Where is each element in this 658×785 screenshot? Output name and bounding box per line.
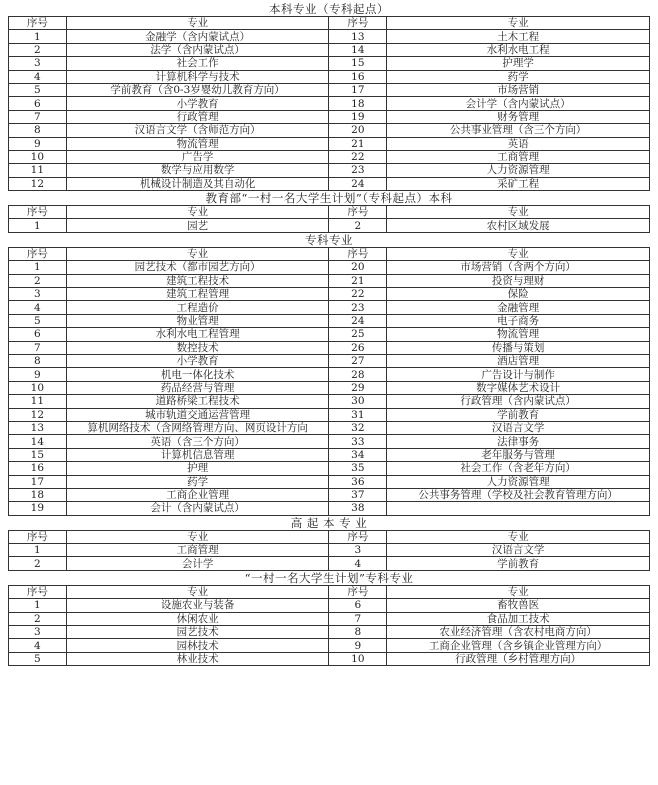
row-index: 4 [329, 557, 387, 570]
row-index: 9 [9, 137, 67, 150]
row-index: 3 [9, 626, 67, 639]
table-header-row [9, 247, 650, 260]
row-index: 34 [329, 448, 387, 461]
section-title: “一村一名大学生计划”专科专业 [244, 570, 414, 585]
table-row [9, 435, 650, 448]
row-index: 21 [329, 274, 387, 287]
major-name: 数字媒体艺术设计 [387, 381, 650, 394]
table-row [9, 110, 650, 123]
row-index: 23 [329, 301, 387, 314]
row-index: 2 [329, 219, 387, 232]
major-name: 园艺技术（都市园艺方向） [66, 261, 329, 274]
row-index: 3 [329, 544, 387, 557]
row-index: 20 [329, 124, 387, 137]
row-index: 1 [9, 261, 67, 274]
major-name: 法律事务 [387, 435, 650, 448]
row-index: 8 [9, 354, 67, 367]
row-index: 1 [9, 599, 67, 612]
major-name: 英语 [387, 137, 650, 150]
header-major: 专业 [66, 206, 329, 219]
major-name: 林业技术 [66, 652, 329, 665]
row-index: 10 [9, 381, 67, 394]
major-name: 财务管理 [387, 110, 650, 123]
major-table [8, 205, 650, 233]
row-index: 10 [329, 652, 387, 665]
major-table [8, 16, 650, 191]
row-index: 30 [329, 395, 387, 408]
header-major: 专业 [66, 585, 329, 598]
header-index: 序号 [9, 585, 67, 598]
major-name: 小学教育 [66, 354, 329, 367]
section-title: 本科专业（专科起点） [269, 2, 389, 16]
row-index: 21 [329, 137, 387, 150]
table-row [9, 177, 650, 190]
row-index: 20 [329, 261, 387, 274]
row-index: 5 [9, 652, 67, 665]
row-index: 14 [329, 43, 387, 56]
major-name: 行政管理（含内蒙试点） [387, 395, 650, 408]
row-index: 27 [329, 354, 387, 367]
row-index: 9 [329, 639, 387, 652]
major-name: 公共事业管理（含三个方向） [387, 124, 650, 137]
row-index: 22 [329, 150, 387, 163]
major-table [8, 247, 650, 516]
row-index: 13 [329, 30, 387, 43]
table-row [9, 124, 650, 137]
major-name: 行政管理 [66, 110, 329, 123]
table-row [9, 261, 650, 274]
table-row [9, 97, 650, 110]
row-index: 1 [9, 544, 67, 557]
major-name: 电子商务 [387, 314, 650, 327]
header-major: 专业 [66, 17, 329, 30]
row-index: 4 [9, 70, 67, 83]
major-name: 学前教育 [387, 408, 650, 421]
major-name: 设施农业与装备 [66, 599, 329, 612]
table-row [9, 341, 650, 354]
row-index: 4 [9, 639, 67, 652]
major-name: 学前教育 [387, 557, 650, 570]
header-index: 序号 [329, 17, 387, 30]
table-row [9, 70, 650, 83]
table-row [9, 328, 650, 341]
row-index: 7 [9, 341, 67, 354]
row-index: 3 [9, 288, 67, 301]
major-name: 建筑工程管理 [66, 288, 329, 301]
major-name: 学前教育（含0-3岁婴幼儿教育方向） [66, 83, 329, 96]
major-name: 老年服务与管理 [387, 448, 650, 461]
major-name: 护理 [66, 462, 329, 475]
major-name: 金融学（含内蒙试点） [66, 30, 329, 43]
row-index: 38 [329, 502, 387, 515]
major-name: 工商企业管理 [66, 488, 329, 501]
header-major: 专业 [387, 247, 650, 260]
row-index: 2 [9, 274, 67, 287]
table-row [9, 150, 650, 163]
table-header-row [9, 585, 650, 598]
major-name: 水利水电工程管理 [66, 328, 329, 341]
major-name: 药学 [387, 70, 650, 83]
row-index: 33 [329, 435, 387, 448]
major-name: 工程造价 [66, 301, 329, 314]
row-index: 4 [9, 301, 67, 314]
major-name: 行政管理（乡村管理方向） [387, 652, 650, 665]
row-index: 5 [9, 314, 67, 327]
row-index: 11 [9, 395, 67, 408]
row-index: 5 [9, 83, 67, 96]
major-name: 会计学（含内蒙试点） [387, 97, 650, 110]
major-name: 食品加工技术 [387, 612, 650, 625]
major-name: 人力资源管理 [387, 164, 650, 177]
major-name: 市场营销 [387, 83, 650, 96]
row-index: 17 [9, 475, 67, 488]
row-index: 17 [329, 83, 387, 96]
major-name: 物流管理 [66, 137, 329, 150]
row-index: 26 [329, 341, 387, 354]
major-name: 护理学 [387, 57, 650, 70]
major-name: 人力资源管理 [387, 475, 650, 488]
table-row [9, 137, 650, 150]
table-row [9, 164, 650, 177]
section-title: 专科专业 [305, 232, 353, 247]
row-index: 12 [9, 408, 67, 421]
major-name: 工商企业管理（含乡镇企业管理方向） [387, 639, 650, 652]
row-index: 12 [9, 177, 67, 190]
row-index: 2 [9, 43, 67, 56]
row-index: 25 [329, 328, 387, 341]
major-name: 投资与理财 [387, 274, 650, 287]
row-index: 22 [329, 288, 387, 301]
major-name: 法学（含内蒙试点） [66, 43, 329, 56]
table-row [9, 475, 650, 488]
major-name: 公共事务管理（学校及社会教育管理方向） [387, 488, 650, 501]
row-index: 6 [329, 599, 387, 612]
table-row [9, 57, 650, 70]
header-index: 序号 [9, 17, 67, 30]
major-table [8, 585, 650, 666]
major-name: 城市轨道交通运营管理 [66, 408, 329, 421]
section-title: 教育部“一村一名大学生计划”（专科起点）本科 [205, 191, 453, 206]
header-index: 序号 [329, 585, 387, 598]
major-name: 机电一体化技术 [66, 368, 329, 381]
major-name: 园艺 [66, 219, 329, 232]
major-name: 药品经营与管理 [66, 381, 329, 394]
header-index: 序号 [329, 530, 387, 543]
major-name: 建筑工程技术 [66, 274, 329, 287]
row-index: 24 [329, 314, 387, 327]
major-name: 保险 [387, 288, 650, 301]
row-index: 9 [9, 368, 67, 381]
table-header-row [9, 17, 650, 30]
row-index: 23 [329, 164, 387, 177]
major-name: 农业经济管理（含农村电商方向） [387, 626, 650, 639]
row-index: 19 [329, 110, 387, 123]
header-major: 专业 [387, 17, 650, 30]
header-index: 序号 [329, 206, 387, 219]
major-name: 广告学 [66, 150, 329, 163]
major-name: 会计（含内蒙试点） [66, 502, 329, 515]
major-name: 水利水电工程 [387, 43, 650, 56]
table-row [9, 557, 650, 570]
table-row [9, 448, 650, 461]
major-name: 农村区域发展 [387, 219, 650, 232]
row-index: 32 [329, 421, 387, 434]
table-row [9, 502, 650, 515]
major-name: 社会工作 [66, 57, 329, 70]
row-index: 2 [9, 557, 67, 570]
major-name: 工商管理 [387, 150, 650, 163]
table-row [9, 288, 650, 301]
row-index: 1 [9, 219, 67, 232]
row-index: 7 [9, 110, 67, 123]
table-row [9, 354, 650, 367]
major-name: 社会工作（含老年方向） [387, 462, 650, 475]
row-index: 3 [9, 57, 67, 70]
row-index: 35 [329, 462, 387, 475]
header-index: 序号 [9, 530, 67, 543]
row-index: 28 [329, 368, 387, 381]
row-index: 29 [329, 381, 387, 394]
major-name: 市场营销（含两个方向） [387, 261, 650, 274]
row-index: 1 [9, 30, 67, 43]
header-major: 专业 [387, 530, 650, 543]
major-name: 土木工程 [387, 30, 650, 43]
table-row [9, 488, 650, 501]
header-major: 专业 [66, 247, 329, 260]
table-row [9, 626, 650, 639]
major-name: 数学与应用数学 [66, 164, 329, 177]
row-index: 11 [9, 164, 67, 177]
major-name: 会计学 [66, 557, 329, 570]
table-row [9, 395, 650, 408]
row-index: 36 [329, 475, 387, 488]
table-header-row [9, 530, 650, 543]
major-name: 传播与策划 [387, 341, 650, 354]
major-name: 物流管理 [387, 328, 650, 341]
major-table [8, 530, 650, 571]
major-name: 物业管理 [66, 314, 329, 327]
row-index: 37 [329, 488, 387, 501]
major-name: 机械设计制造及其自动化 [66, 177, 329, 190]
major-name: 汉语言文学（含师范方向） [66, 124, 329, 137]
table-row [9, 83, 650, 96]
row-index: 6 [9, 97, 67, 110]
major-name: 采矿工程 [387, 177, 650, 190]
row-index: 24 [329, 177, 387, 190]
major-name: 算机网络技术（含网络管理方向、网页设计方向 [66, 421, 329, 434]
table-row [9, 368, 650, 381]
table-header-row [9, 206, 650, 219]
table-row [9, 408, 650, 421]
major-name: 汉语言文学 [387, 421, 650, 434]
table-row [9, 639, 650, 652]
table-row [9, 301, 650, 314]
row-index: 14 [9, 435, 67, 448]
row-index: 18 [9, 488, 67, 501]
header-major: 专业 [66, 530, 329, 543]
major-name: 工商管理 [66, 544, 329, 557]
header-index: 序号 [9, 247, 67, 260]
major-name: 酒店管理 [387, 354, 650, 367]
table-row [9, 43, 650, 56]
major-name: 金融管理 [387, 301, 650, 314]
major-name: 汉语言文学 [387, 544, 650, 557]
row-index: 6 [9, 328, 67, 341]
major-name: 数控技术 [66, 341, 329, 354]
table-row [9, 274, 650, 287]
table-row [9, 652, 650, 665]
major-name: 园林技术 [66, 639, 329, 652]
major-name: 道路桥梁工程技术 [66, 395, 329, 408]
row-index: 16 [329, 70, 387, 83]
major-name [387, 502, 650, 515]
row-index: 8 [329, 626, 387, 639]
row-index: 7 [329, 612, 387, 625]
table-row [9, 421, 650, 434]
header-major: 专业 [387, 206, 650, 219]
row-index: 15 [329, 57, 387, 70]
row-index: 15 [9, 448, 67, 461]
major-name: 广告设计与制作 [387, 368, 650, 381]
row-index: 2 [9, 612, 67, 625]
major-name: 计算机科学与技术 [66, 70, 329, 83]
section-title: 高 起 本 专 业 [290, 515, 368, 530]
table-row [9, 612, 650, 625]
table-row [9, 462, 650, 475]
row-index: 31 [329, 408, 387, 421]
header-index: 序号 [9, 206, 67, 219]
major-name: 英语（含三个方向） [66, 435, 329, 448]
header-index: 序号 [329, 247, 387, 260]
table-row [9, 314, 650, 327]
table-row [9, 381, 650, 394]
row-index: 16 [9, 462, 67, 475]
row-index: 13 [9, 421, 67, 434]
major-name: 园艺技术 [66, 626, 329, 639]
major-name: 畜牧兽医 [387, 599, 650, 612]
table-row [9, 219, 650, 232]
major-name: 小学教育 [66, 97, 329, 110]
table-row [9, 30, 650, 43]
major-name: 药学 [66, 475, 329, 488]
row-index: 8 [9, 124, 67, 137]
row-index: 18 [329, 97, 387, 110]
table-row [9, 599, 650, 612]
table-row [9, 544, 650, 557]
major-name: 计算机信息管理 [66, 448, 329, 461]
header-major: 专业 [387, 585, 650, 598]
row-index: 10 [9, 150, 67, 163]
row-index: 19 [9, 502, 67, 515]
major-name: 休闲农业 [66, 612, 329, 625]
